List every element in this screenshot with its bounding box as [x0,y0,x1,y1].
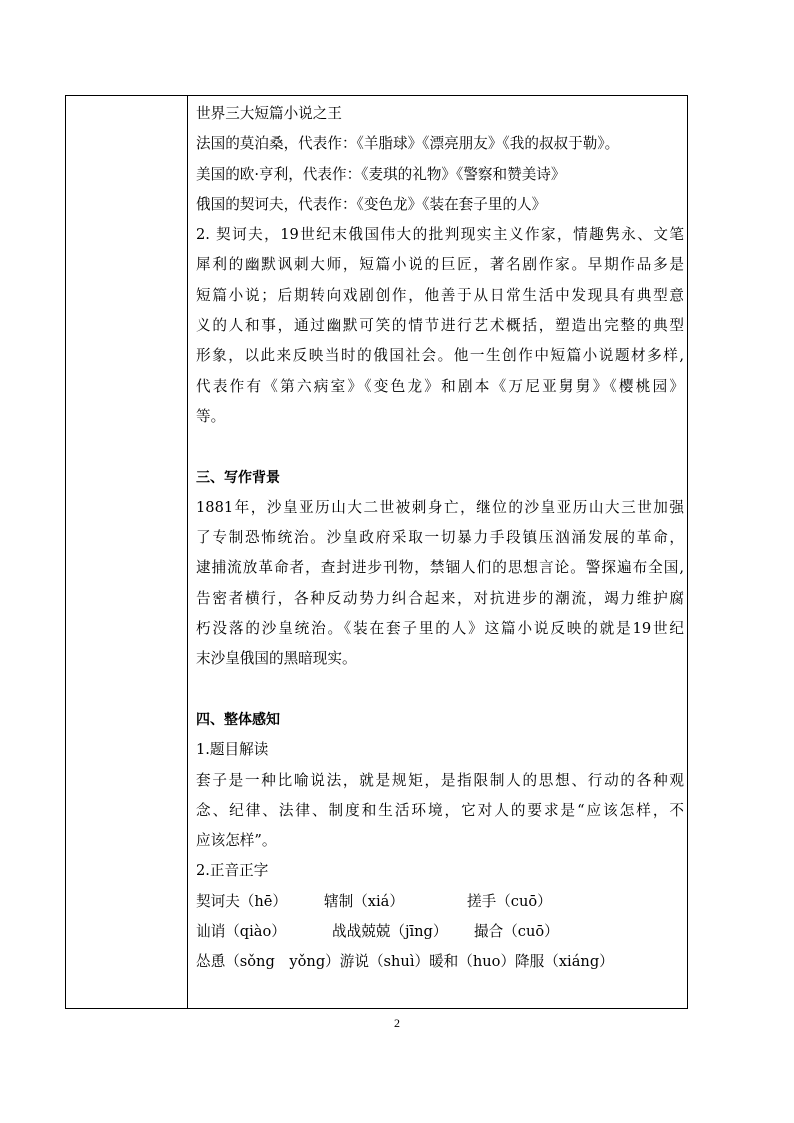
text-line: 逮捕流放革命者，查封进步刊物，禁锢人们的思想言论。警探遍布全国, [196,559,684,577]
section-heading-background: 三、写作背景 [196,469,280,486]
blank-line [196,675,684,705]
text-line: 朽没落的沙皇统治。《装在套子里的人》这篇小说反映的就是19世纪 [196,620,684,638]
text-line: 1881年，沙皇亚历山大二世被刺身亡，继位的沙皇亚历山大三世加强 [196,498,684,516]
text-line: 念、纪律、法律、制度和生活环境，它对人的要求是“应该怎样，不 [196,801,684,819]
text-line: 美国的欧·亨利，代表作：《麦琪的礼物》《警察和赞美诗》 [196,165,566,183]
text-line: 末沙皇俄国的黑暗现实。 [196,650,357,668]
text-line: 代表作有《第六病室》《变色龙》和剧本《万尼亚舅舅》《樱桃园》 [196,377,684,395]
text-line: 犀利的幽默讽刺大师，短篇小说的巨匠，著名剧作家。早期作品多是 [196,256,684,274]
pinyin-item: 辖制（xiá） [324,892,404,910]
text-line: 法国的莫泊桑，代表作：《羊脂球》《漂亮朋友》《我的叔叔于勒》。 [196,135,620,153]
pinyin-row [196,887,684,917]
content-table [65,95,688,1009]
text-line: 1.题目解读 [196,741,269,759]
text-line: 义的人和事，通过幽默可笑的情节进行艺术概括，塑造出完整的典型 [196,317,684,335]
pinyin-row [196,917,684,947]
pinyin-row: 怂恿（sǒng yǒng）游说（shuì）暖和（huo）降服（xiáng） [196,953,614,971]
text-line: 套子是一种比喻说法，就是规矩，是指限制人的思想、行动的各种观 [196,771,684,789]
section-heading-overview: 四、整体感知 [196,711,280,728]
pinyin-item: 撮合（cuō） [474,923,559,941]
pinyin-item: 战战兢兢（jīng） [332,923,448,941]
text-line: 俄国的契诃夫，代表作：《变色龙》《装在套子里的人》 [196,195,547,213]
text-line: 世界三大短篇小说之王 [196,105,342,122]
text-line: 等。 [196,407,226,425]
text-line: 了专制恐怖统治。沙皇政府采取一切暴力手段镇压汹涌发展的革命， [196,529,684,547]
text-line: 2. 契诃夫，19世纪末俄国伟大的批判现实主义作家，情趣隽永、文笔 [196,226,684,244]
pinyin-item: 讪诮（qiào） [196,923,286,941]
text-line: 形象，以此来反映当时的俄国社会。他一生创作中短篇小说题材多样, [196,347,684,365]
text-line: 2.正音正字 [196,862,269,880]
left-column-cell [66,96,188,1008]
page-number: 2 [394,1016,400,1030]
content-cell [196,99,684,978]
pinyin-item: 契诃夫（hē） [196,892,288,910]
pinyin-item: 搓手（cuō） [467,892,552,910]
text-line: 应该怎样”。 [196,832,277,850]
text-line: 短篇小说；后期转向戏剧创作，他善于从日常生活中发现具有典型意 [196,286,684,304]
blank-line [196,432,684,462]
text-line: 告密者横行，各种反动势力纠合起来，对抗进步的潮流，竭力维护腐 [196,589,684,607]
